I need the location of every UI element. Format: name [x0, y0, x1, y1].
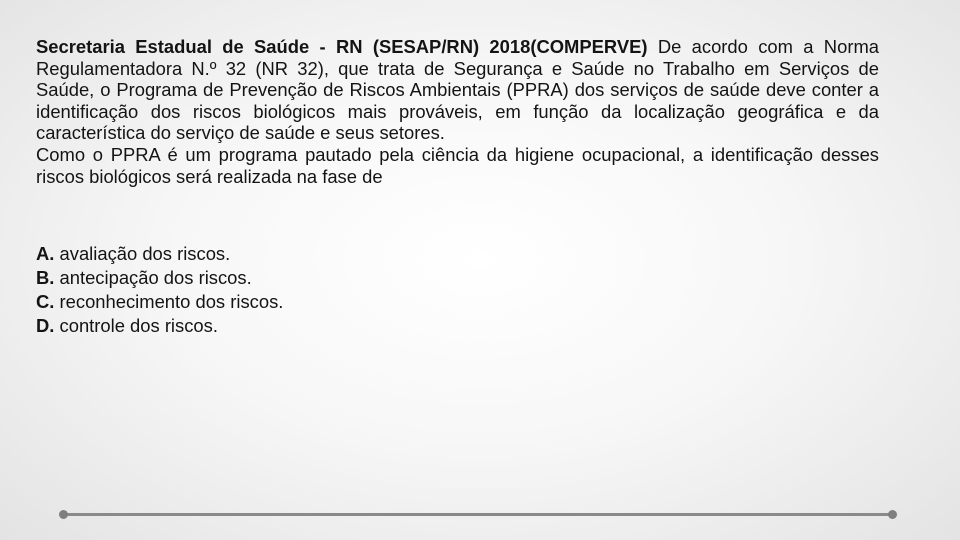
answer-options — [36, 242, 836, 338]
option-a-text: avaliação dos riscos. — [54, 243, 231, 264]
footer-right-dot — [888, 510, 897, 519]
question-source: Secretaria Estadual de Saúde - RN (SESAP/RN) 2018(COMPERVE) — [36, 36, 648, 57]
question-text — [36, 36, 879, 187]
question-paragraph-1-body: De acordo com a Norma Regulamentadora N.º 32 (NR 32), que trata de Segurança e Saúde no Trabalho em Serviços de Saúde, o Programa de Prevenção de Riscos Ambientais (PPRA) dos serviços de saúde deve conter a identificação dos riscos biológicos mais prováveis, em função da localização geográfica e da característica do serviço de saúde e seus setores. — [36, 36, 879, 144]
option-c — [36, 290, 836, 314]
option-b-text: antecipação dos riscos. — [54, 267, 252, 288]
option-d-letter: D. — [36, 315, 55, 336]
footer-left-dot — [59, 510, 68, 519]
option-a-letter: A. — [36, 243, 55, 264]
option-c-text: reconhecimento dos riscos. — [54, 291, 284, 312]
question-paragraph-2: Como o PPRA é um programa pautado pela ciência da higiene ocupacional, a identificação desses riscos biológicos será realizada na fase de — [36, 143, 879, 187]
option-d — [36, 314, 836, 338]
option-b — [36, 266, 836, 290]
footer-divider-line — [66, 513, 890, 516]
option-d-text: controle dos riscos. — [54, 315, 218, 336]
option-b-letter: B. — [36, 267, 55, 288]
option-c-letter: C. — [36, 291, 55, 312]
option-a — [36, 242, 836, 266]
question-paragraph-1 — [36, 36, 879, 144]
